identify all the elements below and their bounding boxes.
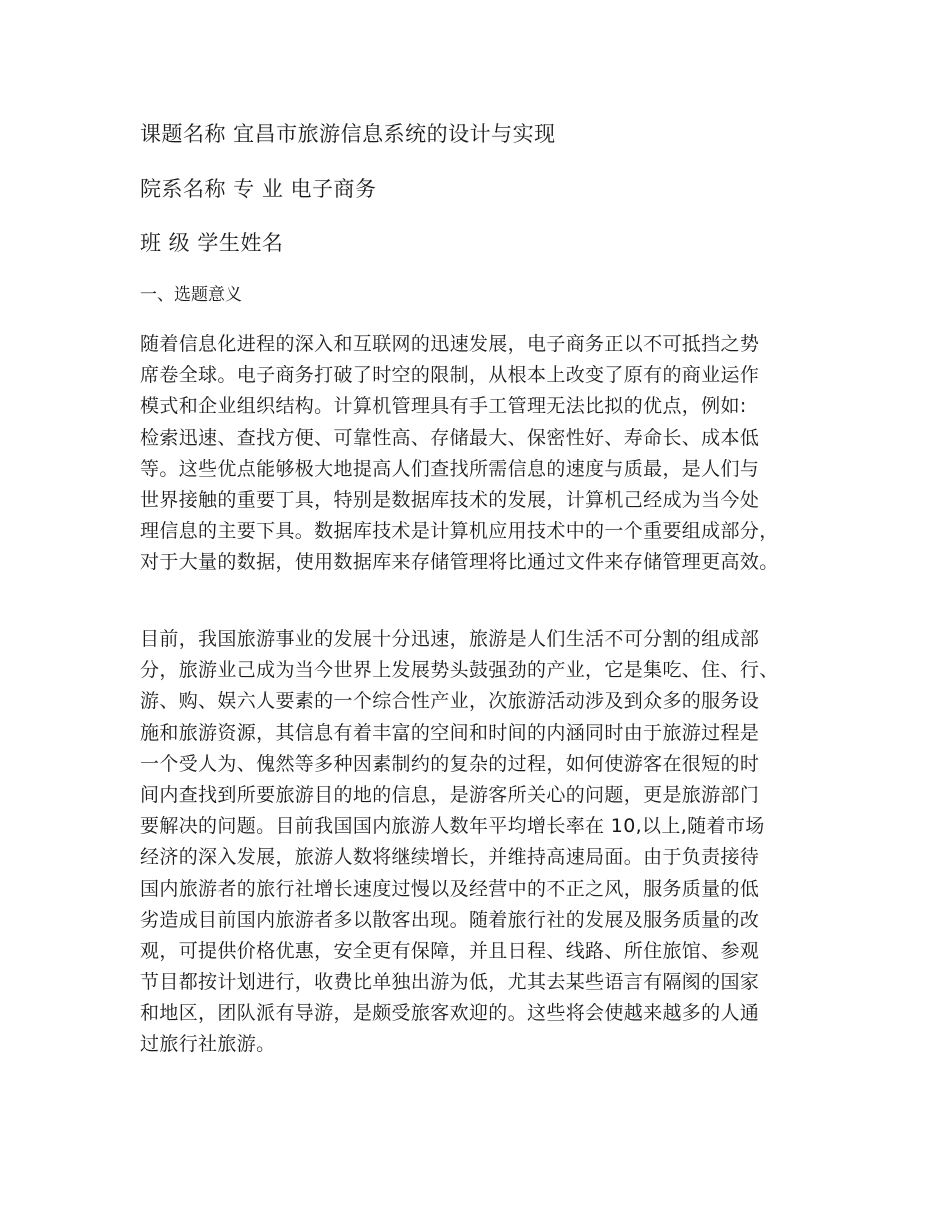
paragraph-line: 国内旅游者的旅行社增长速度过慢以及经营中的不正之风，服务质量的低 bbox=[140, 877, 760, 900]
paragraph-tourism bbox=[140, 624, 840, 1061]
paragraph-line: 和地区，团队派有导游，是颇受旅客欢迎的。这些将会使越来越多的人通 bbox=[140, 1002, 760, 1025]
paragraph-line: 节目都按计划进行，收费比单独出游为低，尤其去某些语言有隔阂的国家 bbox=[140, 971, 760, 994]
paragraph-line: 分，旅游业己成为当今世界上发展势头鼓强劲的产业，它是集吃、住、行、 bbox=[140, 659, 779, 682]
department-heading: 院系名称 专 业 电子商务 bbox=[140, 177, 377, 201]
paragraph-line: 世界接触的重要丁具，特别是数据库技术的发展，计算机己经成为当今处 bbox=[140, 488, 760, 511]
paragraph-line: 模式和企业组织结构。计算机管理具有手工管理无法比拟的优点，例如: bbox=[140, 395, 747, 418]
paragraph-line: 要解决的问题。目前我国国内旅游人数年平均增长率在 10,以上,随着市场 bbox=[140, 815, 765, 838]
paragraph-line: 一个受人为、傀然等多种因素制约的复杂的过程，如何使游客在很短的时 bbox=[140, 752, 760, 775]
paragraph-line: 席卷全球。电子商务打破了时空的限制，从根本上改变了原有的商业运作 bbox=[140, 364, 760, 387]
topic-heading: 课题名称 宜昌市旅游信息系统的设计与实现 bbox=[140, 122, 556, 146]
paragraph-line: 经济的深入发展，旅游人数将继续增长，并维持高速局面。由于负责接待 bbox=[140, 846, 760, 869]
class-student-heading: 班 级 学生姓名 bbox=[140, 231, 284, 255]
paragraph-line: 游、购、娱六人要素的一个综合性产业，次旅游活动涉及到众多的服务设 bbox=[140, 690, 760, 713]
paragraph-line: 目前，我国旅游事业的发展十分迅速，旅游是人们生活不可分割的组成部 bbox=[140, 628, 760, 650]
section-title: 一、选题意义 bbox=[140, 285, 242, 305]
paragraph-line: 等。这些优点能够极大地提高人们查找所需信息的速度与质最，是人们与 bbox=[140, 457, 760, 480]
paragraph-line: 施和旅游资源，其信息有着丰富的空间和时间的内涵同时由于旅游过程是 bbox=[140, 721, 760, 744]
paragraph-significance bbox=[140, 329, 840, 579]
paragraph-line: 随着信息化进程的深入和互联网的迅速发展，电子商务正以不可抵挡之势 bbox=[140, 333, 760, 355]
paragraph-line: 检索迅速、查找方便、可靠性高、存储最大、保密性好、寿命长、成本低 bbox=[140, 426, 760, 449]
paragraph-line: 对于大量的数据，使用数据库来存储管理将比通过文件来存储管理更高效。 bbox=[140, 551, 779, 574]
paragraph-line: 间内查找到所要旅游目的地的信息，是游客所关心的问题，更是旅游部门 bbox=[140, 783, 760, 806]
paragraph-line: 劣造成目前国内旅游者多以散客出现。随着旅行社的发展及服务质量的改 bbox=[140, 908, 760, 931]
paragraph-line: 过旅行社旅游。 bbox=[140, 1033, 276, 1056]
paragraph-line: 理信息的主要下具。数据库技术是计算机应用技术中的一个重要组成部分， bbox=[140, 520, 779, 543]
paragraph-line: 观，可提供价格优惠，安全更有保障，并且日程、线路、所住旅馆、参观 bbox=[140, 939, 760, 962]
